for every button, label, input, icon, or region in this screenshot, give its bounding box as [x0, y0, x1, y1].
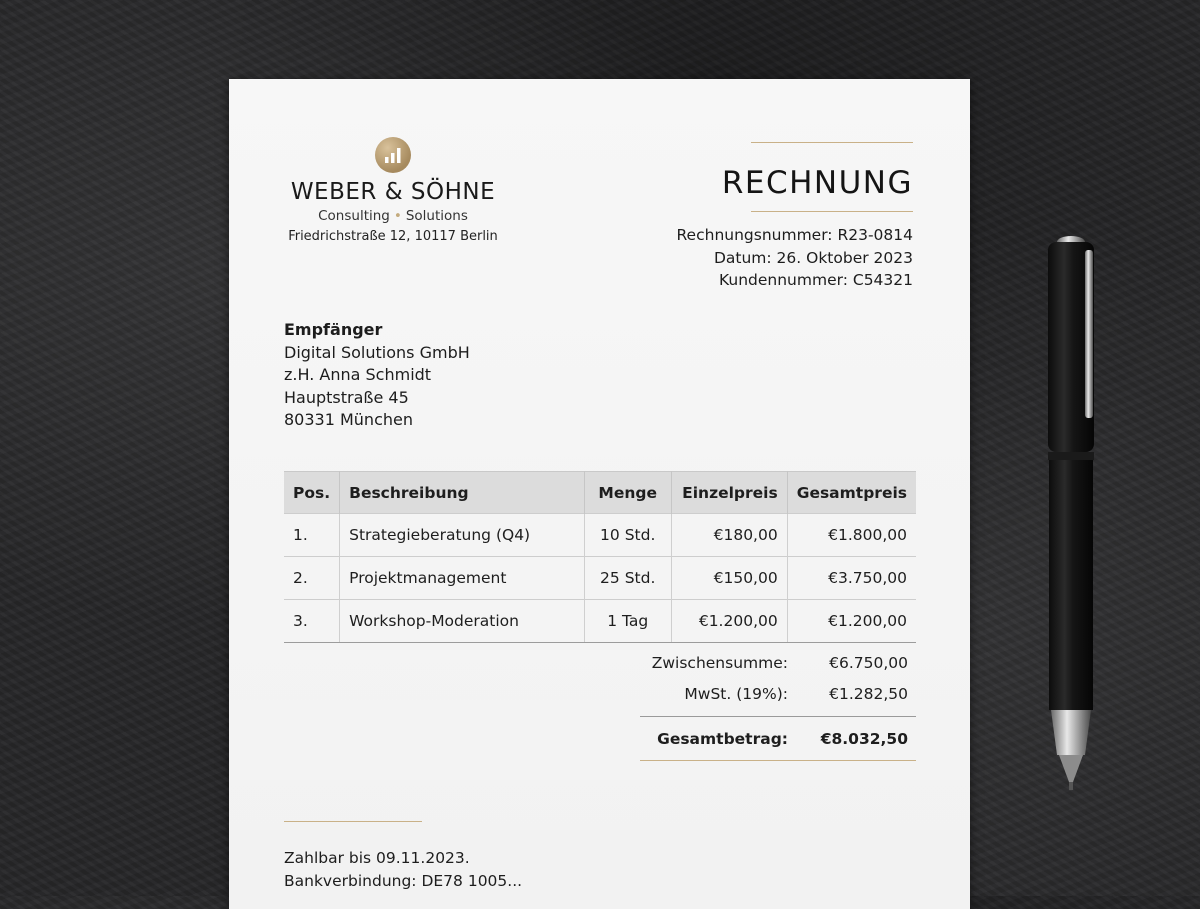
- pen-image: [1035, 230, 1105, 800]
- header-total-price: Gesamtpreis: [787, 472, 916, 514]
- company-address: Friedrichstraße 12, 10117 Berlin: [288, 229, 498, 244]
- recipient-line: Hauptstraße 45: [284, 387, 409, 407]
- cell-quantity: 10 Std.: [584, 514, 671, 557]
- invoice-date: Datum: 26. Oktober 2023: [713, 248, 913, 267]
- cell-unit-price: €180,00: [671, 514, 787, 557]
- header-pos: Pos.: [284, 472, 340, 514]
- cell-description: Workshop-Moderation: [340, 600, 585, 643]
- cell-pos: 2.: [284, 557, 340, 600]
- tax-label: MwSt. (19%):: [684, 684, 788, 703]
- recipient-block: [284, 319, 470, 432]
- recipient-line: z.H. Anna Schmidt: [284, 365, 432, 384]
- table-row: [284, 600, 916, 643]
- cell-pos: 3.: [284, 600, 340, 643]
- title-bottom-rule: [751, 211, 913, 212]
- line-items-table: [284, 471, 916, 643]
- cell-description: Strategieberatung (Q4): [340, 514, 585, 557]
- cell-total-price: €1.800,00: [787, 514, 916, 557]
- table-row: [284, 557, 916, 600]
- subtotal-label: Zwischensumme:: [651, 653, 788, 672]
- tagline-dot: •: [393, 208, 402, 224]
- company-logo: [283, 137, 503, 244]
- document-title: RECHNUNG: [721, 165, 913, 201]
- tagline-left: Consulting: [318, 208, 390, 224]
- recipient-heading: Empfänger: [284, 320, 383, 339]
- subtotal-row: [640, 647, 916, 678]
- header-quantity: Menge: [584, 472, 671, 514]
- totals-block: [640, 647, 916, 761]
- bank-details: Bankverbindung: DE78 1005...: [284, 872, 523, 890]
- subtotal-value: €6.750,00: [829, 653, 908, 672]
- grand-total-value: €8.032,50: [820, 729, 908, 748]
- tax-row: [640, 678, 916, 709]
- cell-total-price: €1.200,00: [787, 600, 916, 643]
- header-description: Beschreibung: [340, 472, 585, 514]
- cell-quantity: 1 Tag: [584, 600, 671, 643]
- header-unit-price: Einzelpreis: [671, 472, 787, 514]
- cell-quantity: 25 Std.: [584, 557, 671, 600]
- payment-footer: [284, 847, 522, 893]
- grand-total-row: [640, 717, 916, 760]
- table-row: [284, 514, 916, 557]
- grand-total-label: Gesamtbetrag:: [657, 729, 788, 748]
- table-header-row: [284, 472, 916, 514]
- bar-chart-icon: [375, 137, 411, 173]
- footer-rule: [284, 821, 422, 822]
- title-top-rule: [751, 142, 913, 143]
- invoice-header: [676, 142, 913, 292]
- cell-total-price: €3.750,00: [787, 557, 916, 600]
- cell-description: Projektmanagement: [340, 557, 585, 600]
- invoice-meta: [676, 224, 913, 292]
- totals-bottom-rule: [640, 760, 916, 761]
- recipient-line: 80331 München: [284, 410, 413, 429]
- cell-unit-price: €150,00: [671, 557, 787, 600]
- cell-pos: 1.: [284, 514, 340, 557]
- due-date: Zahlbar bis 09.11.2023.: [284, 849, 470, 867]
- tagline-right: Solutions: [405, 208, 468, 224]
- company-tagline: [283, 208, 503, 224]
- tax-value: €1.282,50: [829, 684, 908, 703]
- customer-number: Kundennummer: C54321: [719, 271, 913, 289]
- invoice-number: Rechnungsnummer: R23-0814: [676, 226, 913, 244]
- recipient-line: Digital Solutions GmbH: [284, 342, 470, 362]
- company-name: WEBER & SÖHNE: [290, 179, 496, 205]
- cell-unit-price: €1.200,00: [671, 600, 787, 643]
- invoice-paper: [229, 79, 970, 909]
